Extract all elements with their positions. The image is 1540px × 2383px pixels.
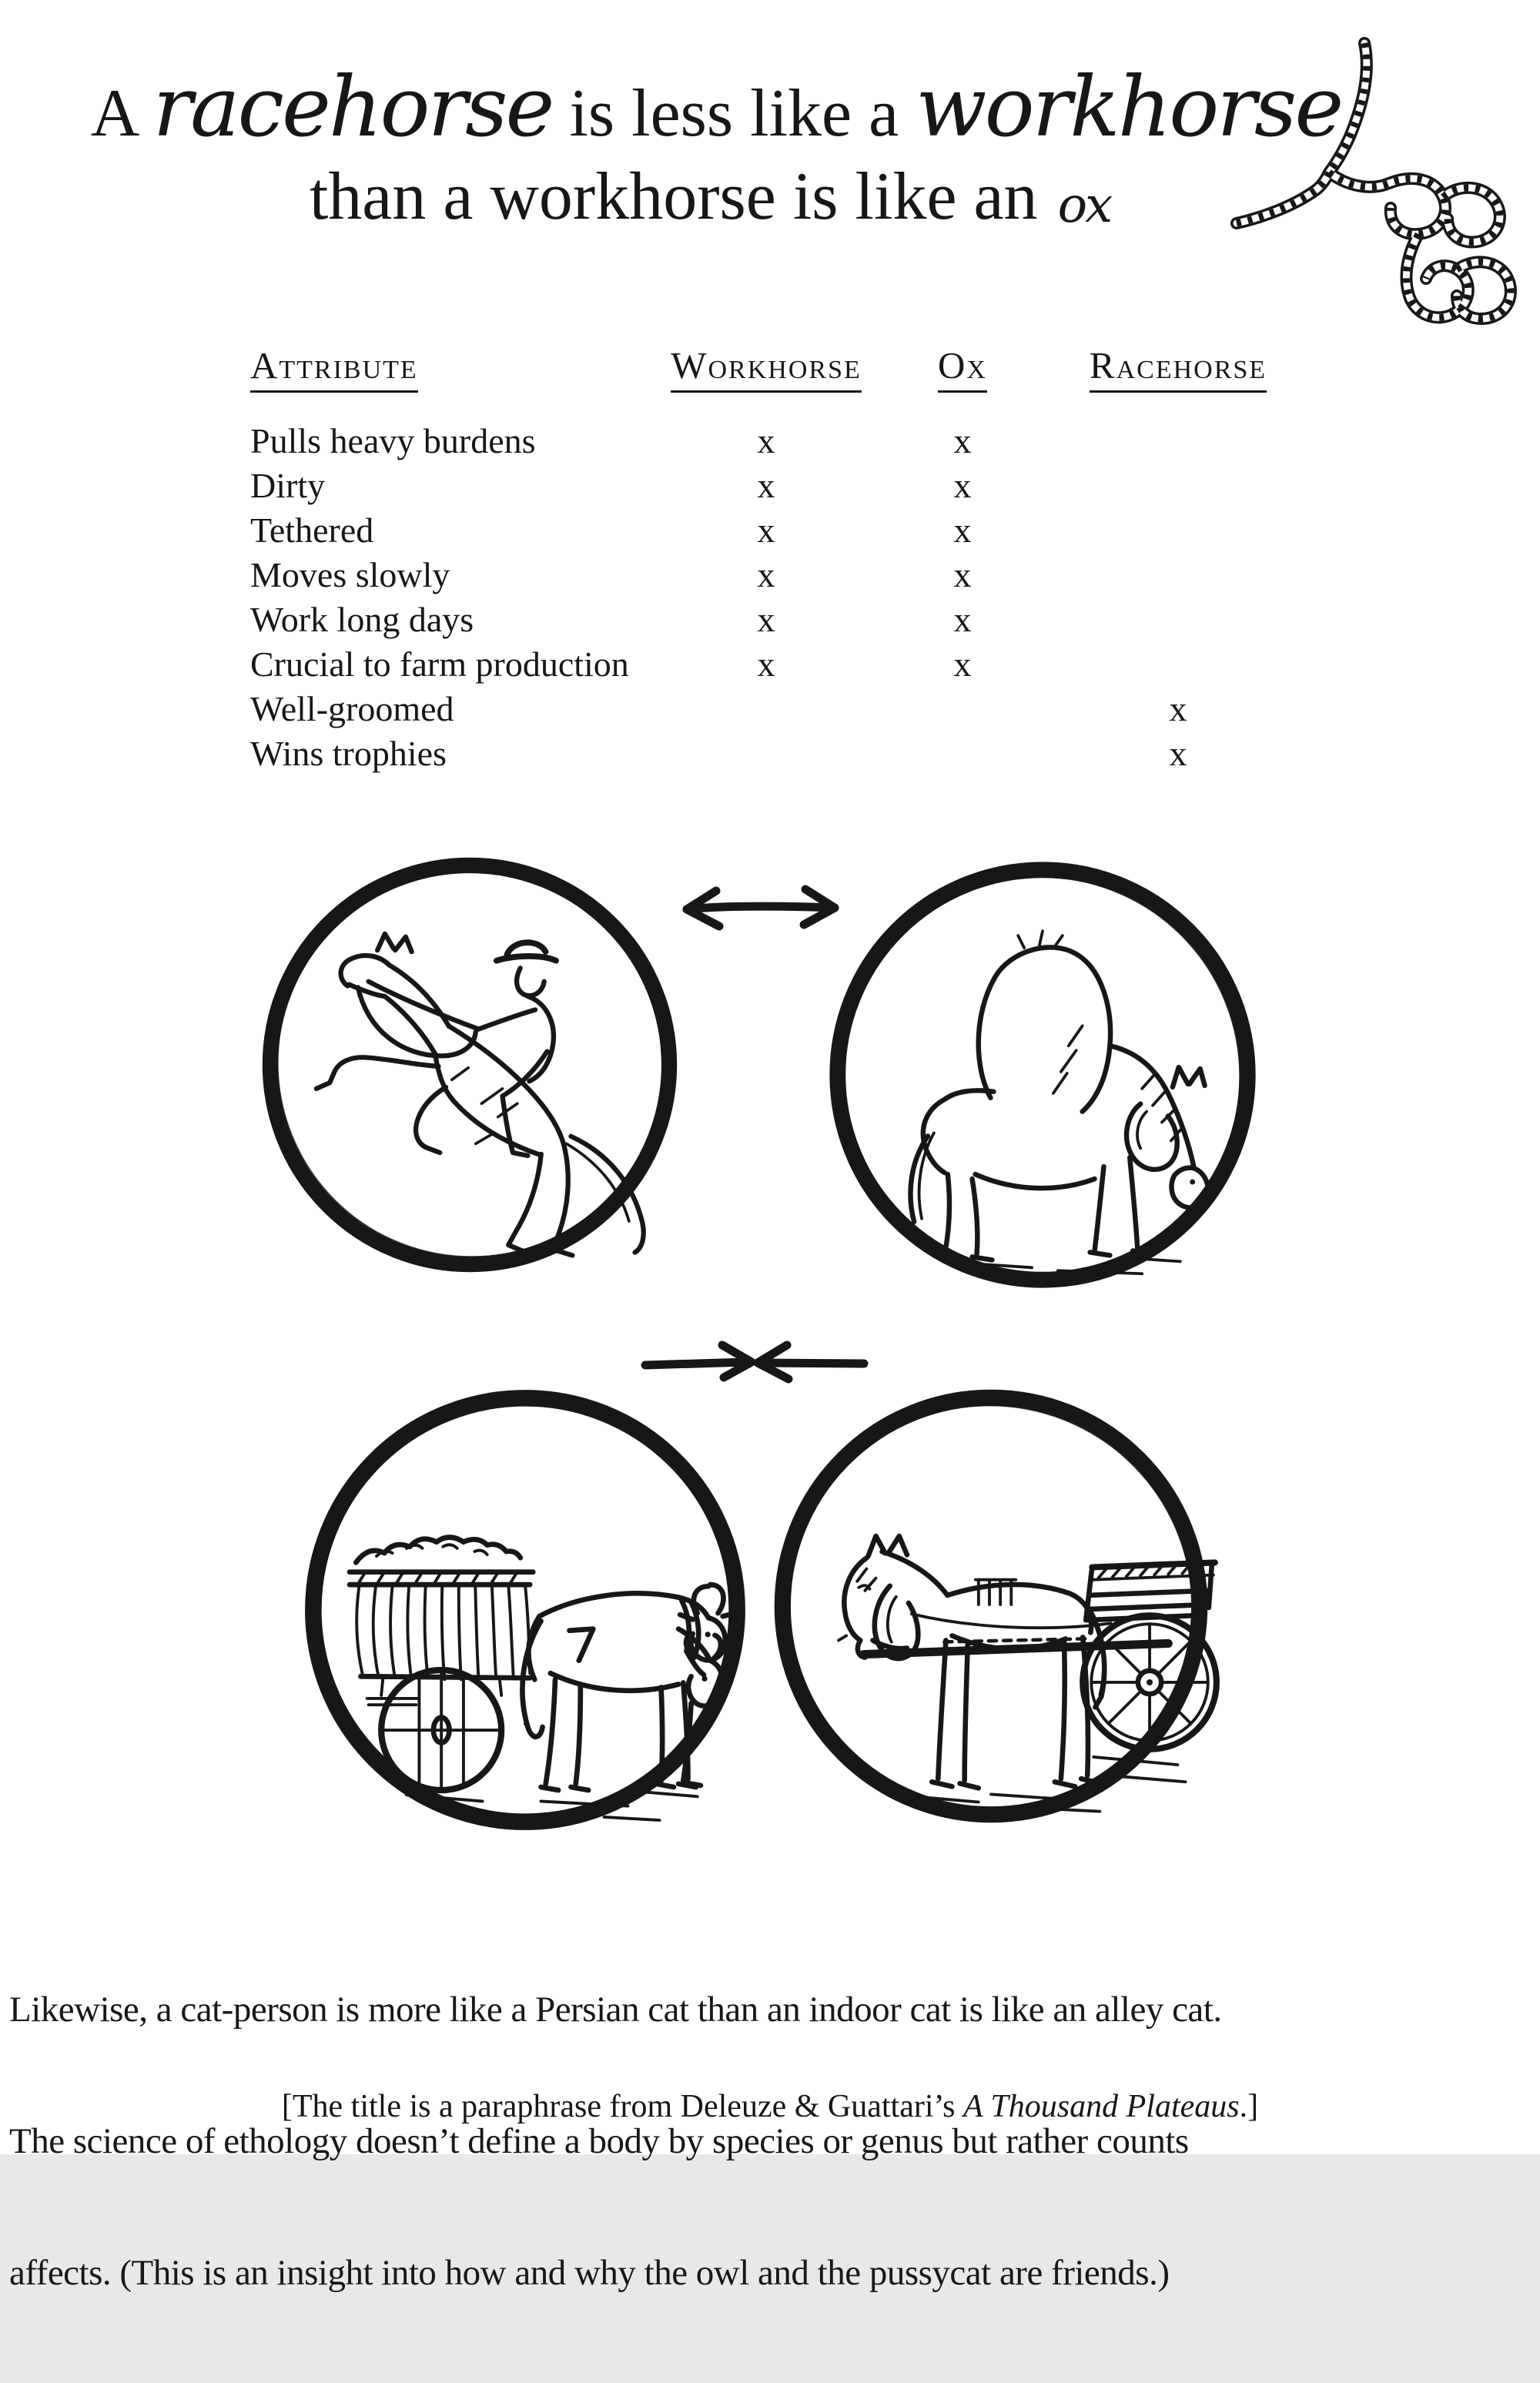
mark-workhorse: x [757,644,775,684]
table-row [250,419,1305,464]
rope-knot-illustration [1214,32,1529,340]
table-row [250,553,1305,597]
footnote [0,2088,1540,2125]
mark-ox: x [953,420,972,460]
title-script-workhorse: workhorse [916,59,1342,156]
attribute-label: Tethered [250,510,374,550]
title-text: A [90,76,153,151]
title-script-racehorse: racehorse [152,59,553,156]
illustration-horse-cart [758,1373,1224,1839]
mark-workhorse: x [757,510,775,550]
attribute-label: Dirty [250,465,326,505]
mark-racehorse: x [1169,733,1187,773]
mark-workhorse: x [757,465,775,505]
mark-racehorse [1063,642,1294,687]
mark-racehorse [1063,464,1294,508]
footnote-text: [The title is a paraphrase from Deleuze & Guattari’s [281,2089,964,2124]
illustration-workhorse-pack [813,845,1272,1304]
paragraph-line: affects. (This is an insight into how and why the owl and the pussycat are friends.) [9,2253,1170,2293]
mark-ox: x [953,599,972,639]
mark-workhorse: x [757,420,775,460]
mark-ox [862,687,1063,731]
closing-paragraph [9,1900,1534,2383]
mark-workhorse [670,731,862,776]
mark-ox: x [953,644,972,684]
illustration-racehorse-rider [246,842,693,1288]
mark-ox [862,731,1063,776]
mark-workhorse [670,687,862,731]
table-row [250,642,1305,687]
mark-ox: x [953,510,972,550]
table-row [250,508,1305,553]
column-header-ox: Ox [862,345,1063,393]
attribute-table [250,345,1305,776]
mark-racehorse [1063,419,1294,464]
attribute-label: Work long days [250,599,474,639]
mark-racehorse: x [1169,688,1187,728]
mark-ox: x [953,554,972,594]
title-text: is less like a [552,76,916,151]
title-script-ox: ox [1057,177,1111,234]
table-row [250,597,1305,642]
paragraph-line: Likewise, a cat-person is more like a Persian cat than an indoor cat is like an alley cat. [9,1990,1222,2030]
mark-ox: x [953,465,972,505]
attribute-label: Pulls heavy burdens [250,420,536,460]
attribute-label: Wins trophies [250,733,447,773]
table-row [250,731,1305,776]
mark-racehorse [1063,597,1294,642]
illustration-ox-cart [288,1373,762,1847]
mark-racehorse [1063,508,1294,553]
mark-workhorse: x [757,554,775,594]
mark-workhorse: x [757,599,775,639]
page-title-line-2 [0,159,1417,234]
column-header-workhorse: Workhorse [670,345,862,393]
table-header-row [250,345,1305,393]
title-text: than a workhorse is like an [309,159,1055,234]
footnote-work-title: A Thousand Plateaus [963,2089,1240,2124]
column-header-attribute: Attribute [250,345,670,393]
footnote-text: .] [1239,2089,1259,2124]
mark-racehorse [1063,553,1294,597]
table-row [250,464,1305,508]
paragraph-line: The science of ethology doesn’t define a body by species or genus but rather counts [9,2121,1189,2161]
column-header-racehorse: Racehorse [1063,345,1294,393]
attribute-label: Crucial to farm production [250,644,629,684]
table-row [250,687,1305,731]
attribute-label: Moves slowly [250,554,450,594]
attribute-label: Well-groomed [250,688,454,728]
